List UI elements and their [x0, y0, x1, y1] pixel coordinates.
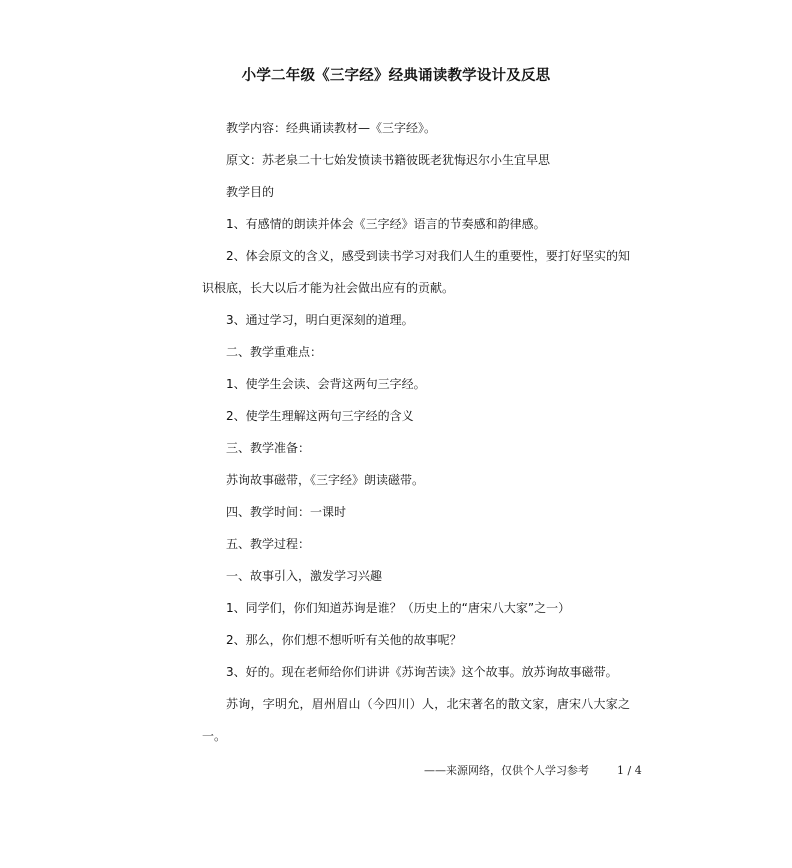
paragraph-original-text: 原文：苏老泉二十七始发愤读书籍彼既老犹悔迟尔小生宜早思 — [226, 153, 551, 167]
paragraph-teaching-time: 四、教学时间：一课时 — [226, 505, 347, 519]
paragraph-question-3: 3、好的。现在老师给你们讲讲《苏询苦读》这个故事。放苏询故事磁带。 — [226, 665, 618, 679]
paragraph-su-xun-intro: 苏询，字明允，眉州眉山（今四川）人，北宋著名的散文家，唐宋八大家之一。 — [202, 697, 630, 743]
paragraph-question-1: 1、同学们，你们知道苏询是谁？（历史上的“唐宋八大家”之一） — [226, 601, 571, 615]
page-footer — [424, 762, 642, 778]
paragraph-key-point-2: 2、使学生理解这两句三字经的含义 — [226, 409, 414, 423]
paragraph-heading-preparation: 三、教学准备： — [226, 441, 311, 455]
paragraph-goal-2: 2、体会原文的含义，感受到读书学习对我们人生的重要性，要打好坚实的知识根底，长大以后才能为社会做出应有的贡献。 — [202, 249, 630, 295]
paragraph-heading-process: 五、教学过程： — [226, 537, 311, 551]
page-number: 1 / 4 — [617, 764, 642, 777]
paragraph-goal-1: 1、有感情的朗读并体会《三字经》语言的节奏感和韵律感。 — [226, 217, 546, 231]
paragraph-process-step-1: 一、故事引入，激发学习兴趣 — [226, 569, 383, 583]
document-body — [202, 112, 630, 752]
paragraph-goal-3: 3、通过学习，明白更深刻的道理。 — [226, 313, 414, 327]
document-title: 小学二年级《三字经》经典诵读教学设计及反思 — [241, 68, 551, 84]
paragraph-heading-goals: 教学目的 — [226, 185, 275, 199]
paragraph-preparation: 苏询故事磁带，《三字经》朗读磁带。 — [226, 473, 425, 487]
paragraph-key-point-1: 1、使学生会读、会背这两句三字经。 — [226, 377, 426, 391]
paragraph-heading-key-points: 二、教学重难点： — [226, 345, 323, 359]
footer-source-note: ——来源网络，仅供个人学习参考 — [424, 764, 589, 777]
paragraph-content: 教学内容：经典诵读教材—《三字经》。 — [226, 121, 437, 135]
paragraph-question-2: 2、那么，你们想不想听听有关他的故事呢？ — [226, 633, 462, 647]
